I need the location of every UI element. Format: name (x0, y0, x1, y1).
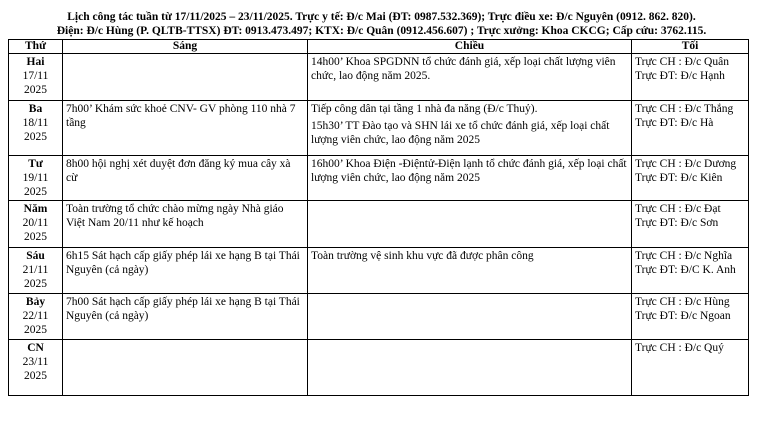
duty-entry: Trực ĐT: Đ/c Hạnh (635, 70, 725, 82)
evening-cell (632, 156, 749, 201)
day-name: Bảy (25, 296, 46, 308)
day-cell (9, 248, 63, 294)
duty-entry: Trực CH : Đ/c Dương (635, 158, 737, 170)
morning-cell (63, 294, 308, 340)
morning-cell (63, 54, 308, 101)
duty-entry: Trực CH : Đ/c Nghĩa (635, 250, 733, 262)
afternoon-cell (308, 101, 632, 156)
morning-entry: 7h00 Sát hạch cấp giấy phép lái xe hạng B tại Thái Nguyên (cả ngày) (66, 296, 300, 322)
afternoon-entry: Tiếp công dân tại tầng 1 nhà đa năng (Đ/c Thuỷ). (311, 103, 538, 115)
morning-entry: 6h15 Sát hạch cấp giấy phép lái xe hạng B tại Thái Nguyên (cả ngày) (66, 250, 300, 276)
day-date: 17/11 2025 (22, 70, 49, 96)
day-cell (9, 201, 63, 248)
column-header-afternoon: Chiều (308, 40, 632, 54)
day-cell (9, 54, 63, 101)
day-date: 18/11 2025 (22, 117, 49, 143)
duty-entry: Trực ĐT: Đ/c Ngoan (635, 310, 731, 322)
afternoon-cell (308, 340, 632, 396)
table-row (9, 54, 749, 101)
morning-cell (63, 156, 308, 201)
duty-entry: Trực ĐT: Đ/C K. Anh (635, 264, 736, 276)
morning-cell (63, 101, 308, 156)
table-row (9, 156, 749, 201)
duty-entry: Trực CH : Đ/c Đạt (635, 203, 721, 215)
table-row (9, 340, 749, 396)
evening-cell (632, 294, 749, 340)
afternoon-cell (308, 54, 632, 101)
afternoon-cell (308, 248, 632, 294)
day-date: 21/11 2025 (22, 264, 49, 290)
day-date: 19/11 2025 (22, 172, 49, 198)
day-name: Tư (28, 158, 43, 170)
evening-cell (632, 101, 749, 156)
day-cell (9, 101, 63, 156)
table-row (9, 294, 749, 340)
column-header-morning: Sáng (63, 40, 308, 54)
duty-entry: Trực CH : Đ/c Quân (635, 56, 729, 68)
duty-entry: Trực ĐT: Đ/c Sơn (635, 217, 719, 229)
duty-entry: Trực CH : Đ/c Thắng (635, 103, 734, 115)
schedule-body (9, 54, 749, 396)
column-header-day: Thứ (9, 40, 63, 54)
duty-entry: Trực CH : Đ/c Quý (635, 342, 724, 354)
weekly-schedule-table (8, 39, 749, 396)
day-date: 22/11 2025 (22, 310, 49, 336)
morning-cell (63, 248, 308, 294)
afternoon-entry: 15h30’ TT Đào tạo và SHN lái xe tổ chức đánh giá, xếp loại chất lượng viên chức, lao động năm 2025 (311, 120, 610, 146)
morning-entry: 7h00’ Khám sức khoẻ CNV- GV phòng 110 nhà 7 tầng (66, 103, 296, 129)
day-name: Ba (28, 103, 43, 115)
morning-entry: 8h00 hội nghị xét duyệt đơn đăng ký mua cây xà cừ (66, 158, 291, 184)
day-cell (9, 156, 63, 201)
evening-cell (632, 201, 749, 248)
afternoon-cell (308, 156, 632, 201)
duty-entry: Trực ĐT: Đ/c Hà (635, 117, 714, 129)
duty-entry: Trực ĐT: Đ/c Kiên (635, 172, 723, 184)
column-header-evening: Tối (632, 40, 749, 54)
table-row (9, 201, 749, 248)
table-row (9, 101, 749, 156)
afternoon-entry: Toàn trường vệ sinh khu vực đã được phân công (311, 250, 534, 262)
schedule-header (0, 10, 763, 38)
evening-cell (632, 54, 749, 101)
day-date: 23/11 2025 (22, 356, 49, 382)
day-name: Hai (26, 56, 45, 68)
evening-cell (632, 248, 749, 294)
table-row (9, 248, 749, 294)
day-name: CN (27, 342, 44, 354)
afternoon-cell (308, 201, 632, 248)
afternoon-cell (308, 294, 632, 340)
morning-cell (63, 201, 308, 248)
morning-entry: Toàn trường tổ chức chào mừng ngày Nhà giáo Việt Nam 20/11 như kế hoạch (66, 203, 284, 229)
day-name: Sáu (26, 250, 45, 262)
header-line-1: Lịch công tác tuần từ 17/11/2025 – 23/11/2025. Trực y tế: Đ/c Mai (ĐT: 0987.532.369); Trực điều xe: Đ/c Nguyên (0912. 862. 820). (67, 11, 696, 23)
day-cell (9, 340, 63, 396)
day-cell (9, 294, 63, 340)
duty-entry: Trực CH : Đ/c Hùng (635, 296, 730, 308)
day-date: 20/11 2025 (22, 217, 49, 243)
day-name: Năm (23, 203, 48, 215)
header-line-2: Điện: Đ/c Hùng (P. QLTB-TTSX) ĐT: 0913.473.497; KTX: Đ/c Quân (0912.456.607) ; Trực xưởng: Khoa CKCG; Cấp cứu: 3762.115. (56, 25, 707, 37)
afternoon-entry: 16h00’ Khoa Điện -Điệntử-Điện lạnh tổ chức đánh giá, xếp loại chất lượng viên chức, lao động năm 2025 (311, 158, 627, 184)
evening-cell (632, 340, 749, 396)
table-header-row (9, 40, 749, 54)
afternoon-entry: 14h00’ Khoa SPGDNN tổ chức đánh giá, xếp loại chất lượng viên chức, lao động năm 2025. (311, 56, 616, 82)
morning-cell (63, 340, 308, 396)
